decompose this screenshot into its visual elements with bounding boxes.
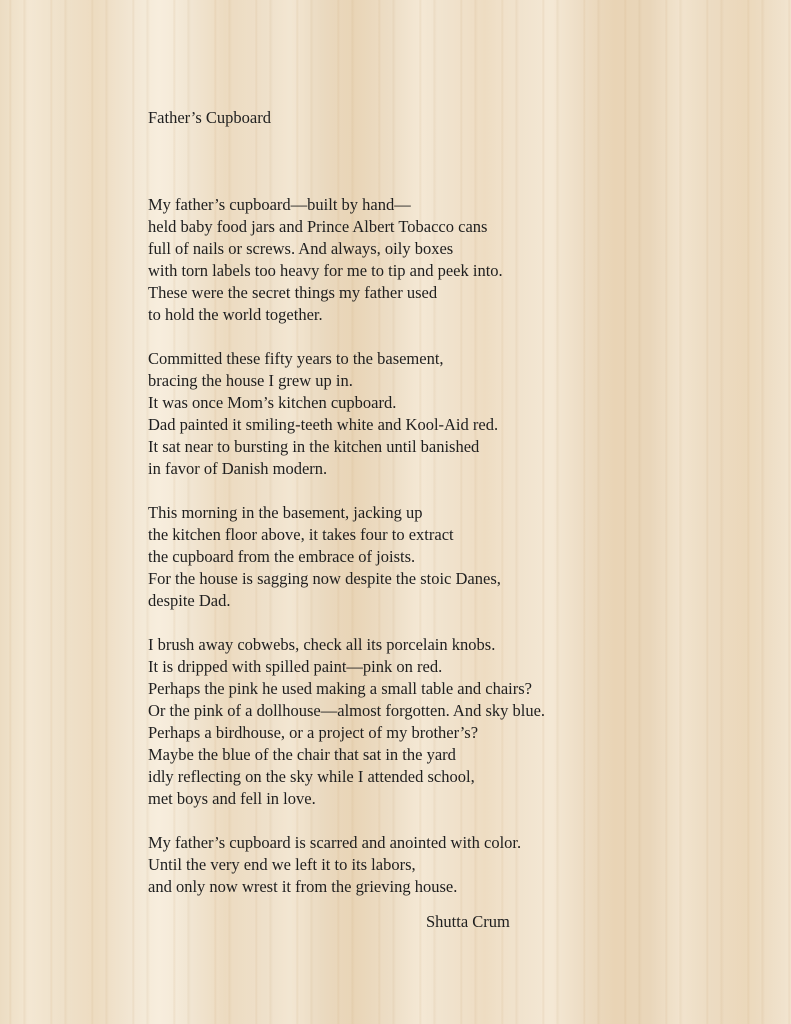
poem-line: and only now wrest it from the grieving house. xyxy=(148,877,458,896)
stanza xyxy=(148,194,768,326)
poem-line: These were the secret things my father used xyxy=(148,283,438,302)
poem-line: Perhaps the pink he used making a small table and chairs? xyxy=(148,679,532,698)
poem-line: Dad painted it smiling-teeth white and Kool-Aid red. xyxy=(148,415,499,434)
poem-line: For the house is sagging now despite the stoic Danes, xyxy=(148,569,501,588)
poem-line: It is dripped with spilled paint—pink on red. xyxy=(148,657,443,676)
stanza xyxy=(148,832,768,898)
poem-title: Father’s Cupboard xyxy=(148,108,271,127)
poem-line: My father’s cupboard—built by hand— xyxy=(148,195,411,214)
poem-line: My father’s cupboard is scarred and anointed with color. xyxy=(148,833,522,852)
poem-line: the kitchen floor above, it takes four to extract xyxy=(148,525,454,544)
poem-line: to hold the world together. xyxy=(148,305,323,324)
stanza xyxy=(148,634,768,810)
poem-line: Perhaps a birdhouse, or a project of my brother’s? xyxy=(148,723,479,742)
poem-author: Shutta Crum xyxy=(426,912,510,931)
poem-line: I brush away cobwebs, check all its porcelain knobs. xyxy=(148,635,496,654)
poem-line: Committed these fifty years to the basement, xyxy=(148,349,444,368)
poem-line: full of nails or screws. And always, oily boxes xyxy=(148,239,454,258)
poem-line: held baby food jars and Prince Albert Tobacco cans xyxy=(148,217,488,236)
poem-line: in favor of Danish modern. xyxy=(148,459,328,478)
poem-line: with torn labels too heavy for me to tip and peek into. xyxy=(148,261,503,280)
poem-line: Or the pink of a dollhouse—almost forgotten. And sky blue. xyxy=(148,701,546,720)
stanza xyxy=(148,348,768,480)
poem-line: idly reflecting on the sky while I attended school, xyxy=(148,767,475,786)
poem-line: the cupboard from the embrace of joists. xyxy=(148,547,416,566)
poem-line: Until the very end we left it to its labors, xyxy=(148,855,416,874)
poem-line: It was once Mom’s kitchen cupboard. xyxy=(148,393,397,412)
poem-line: met boys and fell in love. xyxy=(148,789,316,808)
poem-line: despite Dad. xyxy=(148,591,231,610)
poem-body xyxy=(148,194,768,920)
stanza xyxy=(148,502,768,612)
poem-line: Maybe the blue of the chair that sat in the yard xyxy=(148,745,456,764)
poem-line: It sat near to bursting in the kitchen until banished xyxy=(148,437,480,456)
poem-line: bracing the house I grew up in. xyxy=(148,371,353,390)
poem-line: This morning in the basement, jacking up xyxy=(148,503,423,522)
